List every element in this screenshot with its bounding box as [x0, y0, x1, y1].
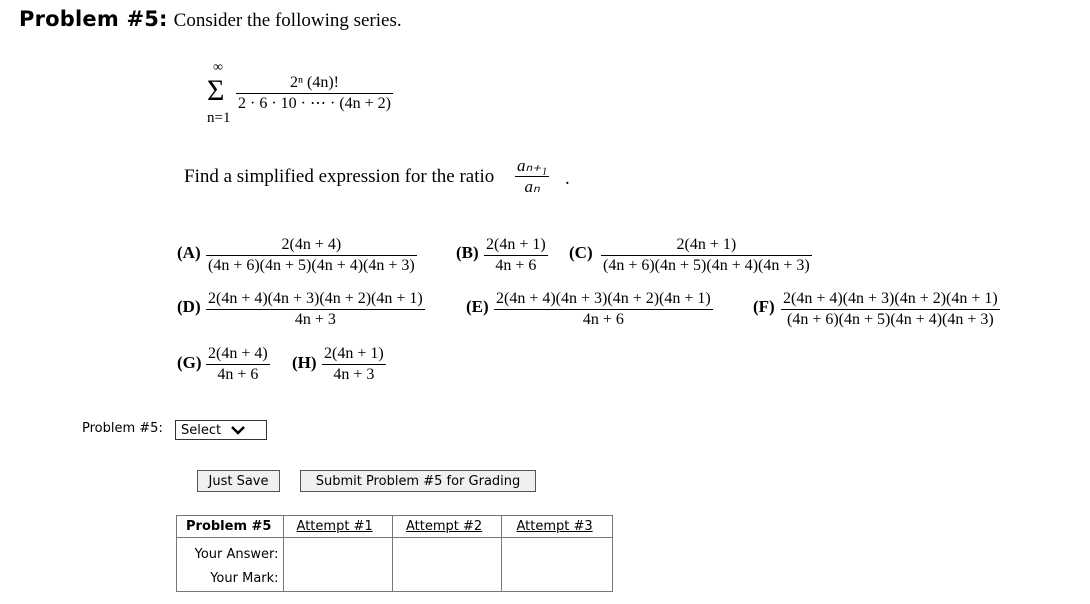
choice-h-fraction [322, 345, 386, 384]
ratio-fraction [515, 157, 549, 196]
fraction-bar [206, 309, 425, 310]
attempt-1-result [283, 538, 392, 592]
choice-h-numerator: 2(4n + 1) [324, 345, 384, 362]
choice-g-fraction [206, 345, 270, 384]
attempts-row-labels [177, 538, 284, 592]
ratio-numerator: aₙ₊₁ [517, 156, 548, 175]
chevron-down-icon [230, 425, 246, 435]
choice-d-label: (D) [177, 297, 201, 316]
choice-a-label: (A) [177, 243, 201, 262]
choice-a-numerator: 2(4n + 4) [281, 236, 342, 253]
attempt-3-link[interactable]: Attempt #3 [516, 519, 593, 534]
fraction-bar [322, 364, 386, 365]
series-numerator: 2ⁿ (4n)! [289, 74, 340, 91]
fraction-bar [206, 255, 417, 256]
sum-lower-limit: n=1 [207, 110, 231, 126]
sigma-symbol: Σ [207, 74, 225, 107]
fraction-bar [484, 255, 548, 256]
answer-select[interactable] [175, 420, 267, 440]
attempt-2-link[interactable]: Attempt #2 [406, 519, 483, 534]
choice-g-numerator: 2(4n + 4) [208, 345, 268, 362]
attempts-table-header: Problem #5 [177, 516, 284, 538]
series-term-fraction [236, 74, 393, 113]
choice-g-denominator: 4n + 6 [217, 366, 259, 383]
choice-a-fraction [206, 236, 417, 275]
choice-f-numerator: 2(4n + 4)(4n + 3)(4n + 2)(4n + 1) [783, 290, 998, 307]
fraction-bar [494, 309, 713, 310]
choice-d-numerator: 2(4n + 4)(4n + 3)(4n + 2)(4n + 1) [208, 290, 423, 307]
just-save-button[interactable]: Just Save [197, 470, 280, 492]
problem-intro: Consider the following series. [173, 10, 402, 31]
choice-e-denominator: 4n + 6 [582, 311, 624, 328]
choice-d-denominator: 4n + 3 [294, 311, 336, 328]
choice-e-label: (E) [466, 297, 489, 316]
choice-c-fraction [601, 236, 812, 275]
choice-b-numerator: 2(4n + 1) [486, 236, 546, 253]
choice-b-label: (B) [456, 243, 479, 262]
fraction-bar [206, 364, 270, 365]
ratio-denominator: aₙ [524, 177, 540, 196]
attempt-2-result [393, 538, 502, 592]
submit-grading-button[interactable]: Submit Problem #5 for Grading [300, 470, 536, 492]
fraction-bar [601, 255, 812, 256]
attempt-3-result [502, 538, 613, 592]
fraction-bar [236, 93, 393, 94]
choice-a-denominator: (4n + 6)(4n + 5)(4n + 4)(4n + 3) [208, 257, 415, 274]
your-mark-label: Your Mark: [210, 571, 279, 586]
attempts-table [176, 515, 613, 592]
problem-header [19, 7, 402, 32]
your-answer-label: Your Answer: [194, 547, 279, 562]
answer-label: Problem #5: [82, 421, 163, 436]
problem-title: Problem #5: [19, 7, 168, 31]
answer-select-value: Select [181, 422, 222, 438]
choice-e-fraction [494, 290, 713, 329]
attempt-2-cell [393, 516, 502, 538]
attempt-3-cell [502, 516, 613, 538]
choice-c-denominator: (4n + 6)(4n + 5)(4n + 4)(4n + 3) [603, 257, 810, 274]
choice-e-numerator: 2(4n + 4)(4n + 3)(4n + 2)(4n + 1) [496, 290, 711, 307]
choice-c-label: (C) [569, 243, 593, 262]
choice-h-label: (H) [292, 353, 317, 372]
choice-g-label: (G) [177, 353, 202, 372]
choice-f-fraction [781, 290, 1000, 329]
choice-b-fraction [484, 236, 548, 275]
series-denominator: 2 · 6 · 10 · ⋯ · (4n + 2) [238, 95, 391, 112]
attempt-1-link[interactable]: Attempt #1 [296, 519, 373, 534]
choice-f-denominator: (4n + 6)(4n + 5)(4n + 4)(4n + 3) [787, 311, 994, 328]
sum-upper-limit: ∞ [213, 60, 223, 75]
choice-h-denominator: 4n + 3 [333, 366, 375, 383]
choice-d-fraction [206, 290, 425, 329]
choice-b-denominator: 4n + 6 [495, 257, 537, 274]
fraction-bar [781, 309, 1000, 310]
choice-c-numerator: 2(4n + 1) [676, 236, 737, 253]
attempt-1-cell [283, 516, 392, 538]
choice-f-label: (F) [753, 297, 775, 316]
question-period: . [565, 168, 570, 189]
question-text: Find a simplified expression for the ratio [184, 166, 495, 187]
